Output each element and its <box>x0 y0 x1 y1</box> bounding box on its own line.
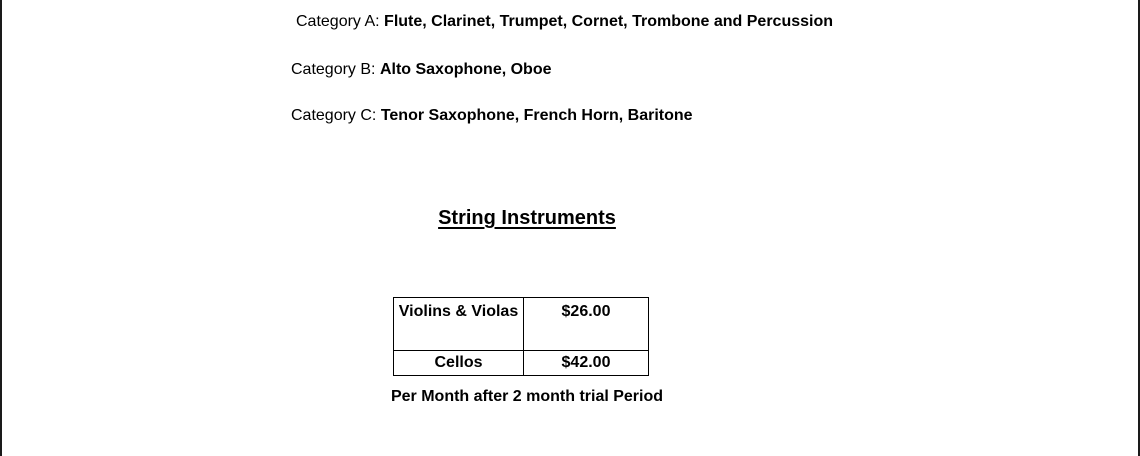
category-a-instruments: Flute, Clarinet, Trumpet, Cornet, Trombone and Percussion <box>384 13 833 30</box>
category-a-line <box>296 12 833 32</box>
price-cell: $42.00 <box>524 351 649 376</box>
rental-terms-note: Per Month after 2 month trial Period <box>390 388 664 405</box>
category-a-label: Category A: <box>296 13 385 30</box>
category-b-instruments: Alto Saxophone, Oboe <box>379 61 552 78</box>
instrument-cell: Violins & Violas <box>394 298 524 351</box>
category-c-instruments: Tenor Saxophone, French Horn, Baritone <box>380 107 693 124</box>
table-row <box>394 298 649 351</box>
table-row <box>394 351 649 376</box>
category-c-line <box>291 106 693 126</box>
string-instruments-heading: String Instruments <box>438 207 616 229</box>
category-c-label: Category C: <box>291 107 381 124</box>
category-b-line <box>291 60 552 80</box>
category-b-label: Category B: <box>291 61 380 78</box>
instrument-cell: Cellos <box>394 351 524 376</box>
price-cell: $26.00 <box>524 298 649 351</box>
string-price-table <box>393 297 649 376</box>
